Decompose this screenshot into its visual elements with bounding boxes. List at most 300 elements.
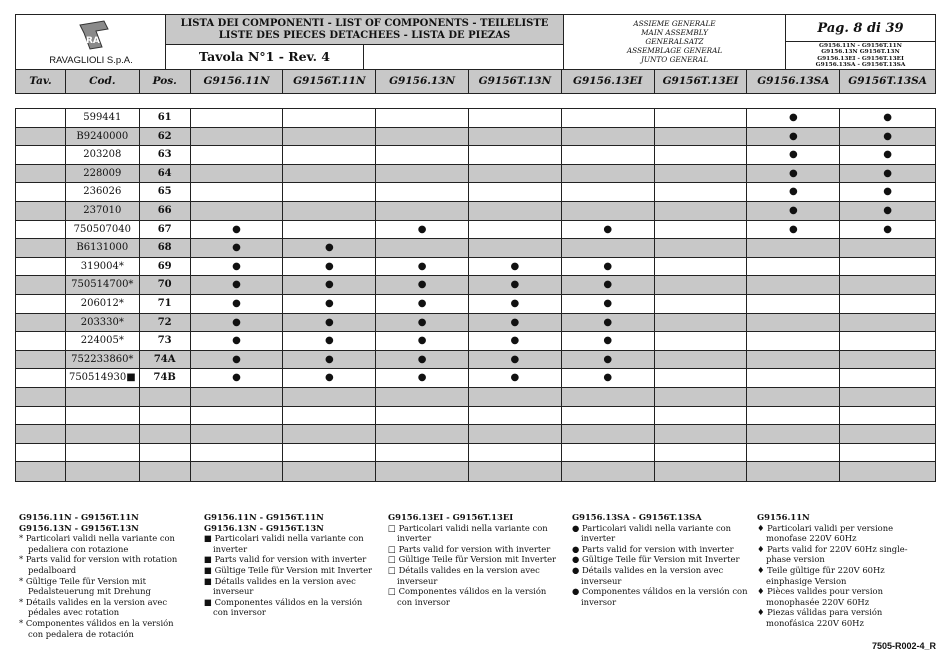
- applicable-dot-icon: ●: [883, 223, 892, 235]
- table-row: [16, 388, 935, 407]
- table-row: [16, 258, 935, 277]
- applicability-cell: [747, 165, 840, 183]
- applicable-dot-icon: ●: [324, 297, 334, 309]
- legend-item: * Componentes válidos en la versión con pedalera de rotación: [19, 617, 174, 639]
- applicability-cell: [283, 425, 376, 443]
- table-row: [16, 146, 935, 165]
- tav-cell: [16, 425, 66, 443]
- applicability-cell: [283, 165, 376, 183]
- applicability-cell: [747, 314, 840, 332]
- legend-heading: G9156.13N - G9156T.13N: [204, 522, 324, 533]
- applicability-cell: [747, 146, 840, 164]
- applicability-cell: [376, 444, 469, 462]
- legend-item: * Particolari validi nella variante con pedaliera con rotazione: [19, 533, 175, 554]
- position-cell: 64: [140, 165, 191, 183]
- applicable-dot-icon: ●: [510, 297, 520, 309]
- applicability-cell: [283, 109, 376, 127]
- applicability-cell: [191, 146, 284, 164]
- position-cell: 71: [140, 295, 191, 313]
- table-row: [16, 332, 935, 351]
- position-cell: 68: [140, 239, 191, 257]
- document-header: [15, 14, 936, 70]
- position-cell: 69: [140, 258, 191, 276]
- applicability-cell: [469, 183, 562, 201]
- legend-item: ■ Détails valides en la version avec inverseur: [204, 575, 356, 597]
- position-cell: 63: [140, 146, 191, 164]
- legend-heading: G9156.11N: [757, 512, 810, 522]
- applicability-cell: [562, 444, 655, 462]
- tav-cell: [16, 351, 66, 369]
- position-cell: 67: [140, 221, 191, 239]
- code-cell: 228009: [66, 165, 140, 183]
- applicability-cell: [562, 276, 655, 294]
- applicable-dot-icon: ●: [417, 279, 427, 291]
- applicable-dot-icon: ●: [510, 260, 520, 272]
- title-line-2: LISTE DES PIECES DETACHEES - LISTA DE PIEZAS: [218, 30, 511, 41]
- applicable-dot-icon: ●: [417, 297, 427, 309]
- applicability-cell: [283, 295, 376, 313]
- applicability-cell: [469, 314, 562, 332]
- legend-item: ● Gültige Teile für Version mit Inverter: [572, 554, 740, 565]
- applicability-cell: [747, 202, 840, 220]
- applicable-dot-icon: ●: [510, 335, 520, 347]
- applicability-cell: [562, 128, 655, 146]
- table-row: [16, 202, 935, 221]
- ravaglioli-logo-icon: [74, 19, 112, 51]
- legend-item: * Parts valid for version with rotation pedalboard: [19, 554, 178, 575]
- applicability-cell: [840, 351, 935, 369]
- applicability-cell: [655, 444, 748, 462]
- applicability-cell: [376, 183, 469, 201]
- applicability-cell: [562, 239, 655, 257]
- code-cell: 599441: [66, 109, 140, 127]
- position-cell: [140, 462, 191, 481]
- legend-item: ● Componentes válidos en la versión con inversor: [572, 586, 748, 607]
- table-row: [16, 407, 935, 426]
- table-row: [16, 425, 935, 444]
- applicability-cell: [283, 314, 376, 332]
- code-cell: [66, 462, 140, 481]
- applicability-cell: [191, 221, 284, 239]
- applicable-dot-icon: ●: [324, 316, 334, 328]
- table-row: [16, 276, 935, 295]
- legend-item: ● Parts valid for version with inverter: [572, 543, 734, 554]
- applicability-cell: [376, 351, 469, 369]
- assembly-label: GENERALSATZ: [645, 37, 704, 46]
- legend-block: [204, 512, 380, 618]
- applicability-cell: [283, 388, 376, 406]
- table-row: [16, 183, 935, 202]
- column-header: G9156T.13N: [469, 70, 562, 93]
- applicability-cell: [747, 369, 840, 387]
- applicable-dot-icon: ●: [603, 260, 613, 272]
- applicability-cell: [840, 109, 935, 127]
- applicability-cell: [191, 407, 284, 425]
- applicable-dot-icon: ●: [232, 316, 241, 328]
- applicable-dot-icon: ●: [510, 372, 520, 384]
- applicability-cell: [376, 369, 469, 387]
- applicability-cell: [655, 351, 748, 369]
- legend-heading: G9156.11N - G9156T.11N: [19, 512, 139, 522]
- tav-cell: [16, 109, 66, 127]
- applicable-dot-icon: ●: [883, 204, 892, 216]
- applicability-cell: [562, 146, 655, 164]
- applicability-cell: [191, 276, 284, 294]
- applicability-cell: [283, 444, 376, 462]
- applicability-cell: [840, 425, 935, 443]
- tav-cell: [16, 276, 66, 294]
- column-header: Pos.: [140, 70, 191, 93]
- legend-heading: G9156.13EI - G9156T.13EI: [388, 512, 514, 522]
- applicability-cell: [840, 128, 935, 146]
- applicability-cell: [840, 314, 935, 332]
- model-list: [786, 42, 935, 69]
- tav-cell: [16, 314, 66, 332]
- applicability-cell: [562, 183, 655, 201]
- legend-item: ♦ Teile gültige für 220V 60Hz einphasige Version: [757, 564, 885, 586]
- applicability-cell: [191, 462, 284, 481]
- applicable-dot-icon: ●: [417, 316, 427, 328]
- applicability-cell: [469, 128, 562, 146]
- applicability-cell: [655, 146, 748, 164]
- page-number: Pag. 8 di 39: [786, 15, 935, 42]
- code-cell: 237010: [66, 202, 140, 220]
- applicability-cell: [376, 221, 469, 239]
- applicability-cell: [562, 388, 655, 406]
- legend-block: [19, 512, 191, 639]
- legend-block: [572, 512, 748, 607]
- code-cell: 319004*: [66, 258, 140, 276]
- applicability-cell: [840, 407, 935, 425]
- applicable-dot-icon: ●: [232, 353, 241, 365]
- code-cell: [66, 407, 140, 425]
- table-row: [16, 462, 935, 481]
- column-header: G9156.13N: [376, 70, 469, 93]
- applicability-cell: [562, 295, 655, 313]
- applicable-dot-icon: ●: [324, 335, 334, 347]
- tav-cell: [16, 183, 66, 201]
- tav-cell: [16, 239, 66, 257]
- legend-block: [388, 512, 564, 607]
- legend-item: * Gültige Teile für Version mit Pedalsteuerung mit Drehung: [19, 575, 151, 597]
- applicable-dot-icon: ●: [603, 372, 613, 384]
- column-header: G9156.11N: [191, 70, 284, 93]
- applicability-cell: [562, 425, 655, 443]
- column-header: G9156.13SA: [747, 70, 840, 93]
- code-cell: 206012*: [66, 295, 140, 313]
- applicability-cell: [191, 183, 284, 201]
- applicable-dot-icon: ●: [417, 260, 427, 272]
- applicable-dot-icon: ●: [417, 353, 427, 365]
- applicable-dot-icon: ●: [232, 223, 241, 235]
- applicability-cell: [747, 407, 840, 425]
- applicable-dot-icon: ●: [883, 167, 892, 179]
- applicable-dot-icon: ●: [232, 297, 241, 309]
- applicability-cell: [655, 165, 748, 183]
- applicability-cell: [283, 276, 376, 294]
- code-cell: [66, 388, 140, 406]
- applicability-cell: [376, 239, 469, 257]
- applicability-cell: [283, 258, 376, 276]
- applicability-cell: [283, 128, 376, 146]
- position-cell: [140, 388, 191, 406]
- model-line: G9156.13EI - G9156T.13EI: [817, 55, 904, 62]
- tav-cell: [16, 221, 66, 239]
- tav-cell: [16, 332, 66, 350]
- applicability-cell: [376, 462, 469, 481]
- legend-item: ● Particolari validi nella variante con inverter: [572, 522, 732, 544]
- table-row: [16, 165, 935, 184]
- applicability-cell: [469, 444, 562, 462]
- model-line: G9156.13N G9156T.13N: [821, 49, 900, 56]
- code-cell: 203330*: [66, 314, 140, 332]
- title-line-1: LISTA DEI COMPONENTI - LIST OF COMPONENTS - TEILELISTE: [180, 18, 549, 29]
- applicability-cell: [562, 407, 655, 425]
- applicable-dot-icon: ●: [232, 279, 241, 291]
- applicable-dot-icon: ●: [883, 186, 892, 198]
- applicability-cell: [747, 221, 840, 239]
- assembly-labels: [564, 15, 786, 69]
- applicability-cell: [562, 165, 655, 183]
- applicability-cell: [562, 258, 655, 276]
- applicability-cell: [747, 332, 840, 350]
- column-header-row: [15, 70, 936, 94]
- legend-item: ■ Parts valid for version with inverter: [204, 554, 367, 565]
- code-cell: B9240000: [66, 128, 140, 146]
- applicability-cell: [840, 444, 935, 462]
- applicability-cell: [469, 369, 562, 387]
- applicability-cell: [840, 388, 935, 406]
- legend-block: [757, 512, 932, 629]
- code-cell: [66, 444, 140, 462]
- position-cell: 74B: [140, 369, 191, 387]
- applicability-cell: [469, 258, 562, 276]
- applicable-dot-icon: ●: [324, 279, 334, 291]
- code-cell: 224005*: [66, 332, 140, 350]
- applicability-cell: [747, 276, 840, 294]
- applicability-cell: [191, 388, 284, 406]
- legend-item: □ Gültige Teile für Version mit Inverter: [388, 554, 557, 565]
- legend-item: ● Détails valides en la version avec inverseur: [572, 564, 724, 586]
- applicable-dot-icon: ●: [883, 149, 892, 161]
- legend-item: ■ Particolari validi nella variante con inverter: [204, 533, 364, 554]
- applicability-cell: [283, 407, 376, 425]
- tav-cell: [16, 407, 66, 425]
- applicability-cell: [283, 369, 376, 387]
- applicable-dot-icon: ●: [510, 279, 520, 291]
- applicability-cell: [191, 444, 284, 462]
- company-name: RAVAGLIOLI S.p.A.: [49, 55, 133, 66]
- applicability-cell: [562, 351, 655, 369]
- applicability-cell: [376, 276, 469, 294]
- applicability-cell: [655, 388, 748, 406]
- applicable-dot-icon: ●: [232, 335, 241, 347]
- applicable-dot-icon: ●: [510, 316, 520, 328]
- legend-item: □ Particolari validi nella variante con inverter: [388, 522, 548, 544]
- legend-item: * Détails valides en la version avec pédales avec rotation: [19, 596, 168, 618]
- components-table: [15, 108, 936, 482]
- applicable-dot-icon: ●: [324, 372, 334, 384]
- applicability-cell: [747, 258, 840, 276]
- applicability-cell: [840, 369, 935, 387]
- applicable-dot-icon: ●: [232, 242, 241, 254]
- applicability-cell: [469, 165, 562, 183]
- applicability-cell: [191, 202, 284, 220]
- applicability-cell: [191, 258, 284, 276]
- applicability-cell: [376, 295, 469, 313]
- applicability-cell: [655, 462, 748, 481]
- company-logo-box: [16, 15, 166, 69]
- applicability-cell: [747, 425, 840, 443]
- model-line: G9156.13SA - G9156T.13SA: [815, 61, 906, 68]
- applicable-dot-icon: ●: [324, 242, 334, 254]
- tav-cell: [16, 295, 66, 313]
- applicability-cell: [562, 369, 655, 387]
- applicability-cell: [376, 332, 469, 350]
- legend-item: □ Parts valid for version with inverter: [388, 543, 551, 554]
- applicable-dot-icon: ●: [883, 130, 892, 142]
- column-header: G9156.13EI: [562, 70, 655, 93]
- column-header: G9156T.13EI: [655, 70, 748, 93]
- applicability-cell: [191, 332, 284, 350]
- position-cell: 73: [140, 332, 191, 350]
- applicability-cell: [655, 183, 748, 201]
- column-header: Tav.: [16, 70, 66, 93]
- tav-cell: [16, 369, 66, 387]
- applicability-cell: [283, 202, 376, 220]
- applicability-cell: [840, 221, 935, 239]
- code-cell: 750514930■: [66, 369, 140, 387]
- tav-cell: [16, 462, 66, 481]
- applicability-cell: [840, 165, 935, 183]
- assembly-label: ASSEMBLAGE GENERAL: [626, 46, 723, 55]
- applicability-cell: [655, 128, 748, 146]
- applicability-cell: [376, 202, 469, 220]
- position-cell: 61: [140, 109, 191, 127]
- position-cell: [140, 444, 191, 462]
- legend-item: ♦ Particolari validi per versione monofase 220V 60Hz: [757, 522, 894, 544]
- applicability-cell: [840, 462, 935, 481]
- document-title: [166, 15, 564, 45]
- applicability-cell: [283, 239, 376, 257]
- column-header: Cod.: [66, 70, 140, 93]
- blank-field: [364, 45, 564, 69]
- applicability-cell: [562, 314, 655, 332]
- tav-cell: [16, 202, 66, 220]
- applicability-cell: [469, 332, 562, 350]
- applicability-cell: [376, 165, 469, 183]
- applicability-cell: [747, 444, 840, 462]
- svg-text:RAV: RAV: [86, 36, 107, 46]
- position-cell: 62: [140, 128, 191, 146]
- applicable-dot-icon: ●: [788, 223, 798, 235]
- applicability-cell: [840, 332, 935, 350]
- model-line: G9156.11N - G9156T.11N: [819, 43, 902, 49]
- applicability-cell: [191, 369, 284, 387]
- column-header: G9156T.11N: [283, 70, 376, 93]
- position-cell: 66: [140, 202, 191, 220]
- applicability-cell: [283, 351, 376, 369]
- applicable-dot-icon: ●: [232, 260, 241, 272]
- applicable-dot-icon: ●: [788, 186, 798, 198]
- applicable-dot-icon: ●: [324, 353, 334, 365]
- applicability-cell: [469, 351, 562, 369]
- applicability-cell: [283, 183, 376, 201]
- applicable-dot-icon: ●: [603, 353, 613, 365]
- applicability-cell: [191, 295, 284, 313]
- applicability-cell: [376, 146, 469, 164]
- tav-cell: [16, 444, 66, 462]
- applicability-cell: [747, 351, 840, 369]
- tav-cell: [16, 146, 66, 164]
- applicability-cell: [747, 295, 840, 313]
- applicable-dot-icon: ●: [788, 112, 798, 123]
- position-cell: 70: [140, 276, 191, 294]
- table-row: [16, 109, 935, 128]
- applicability-cell: [469, 221, 562, 239]
- tav-cell: [16, 258, 66, 276]
- applicable-dot-icon: ●: [603, 297, 613, 309]
- table-row: [16, 444, 935, 463]
- applicability-cell: [376, 425, 469, 443]
- applicable-dot-icon: ●: [788, 130, 798, 142]
- applicable-dot-icon: ●: [417, 372, 427, 384]
- applicability-cell: [747, 388, 840, 406]
- applicability-cell: [840, 258, 935, 276]
- applicability-cell: [283, 146, 376, 164]
- applicability-cell: [840, 183, 935, 201]
- applicability-cell: [655, 239, 748, 257]
- applicable-dot-icon: ●: [603, 316, 613, 328]
- position-cell: [140, 407, 191, 425]
- applicability-cell: [283, 462, 376, 481]
- applicability-cell: [191, 425, 284, 443]
- legend-item: □ Componentes válidos en la versión con inversor: [388, 586, 547, 607]
- applicability-cell: [840, 276, 935, 294]
- applicability-cell: [376, 128, 469, 146]
- legend-heading: G9156.13SA - G9156T.13SA: [572, 512, 702, 522]
- applicability-cell: [283, 221, 376, 239]
- applicable-dot-icon: ●: [603, 223, 613, 235]
- applicability-cell: [562, 332, 655, 350]
- applicability-cell: [562, 221, 655, 239]
- applicable-dot-icon: ●: [324, 260, 334, 272]
- code-cell: 203208: [66, 146, 140, 164]
- applicability-cell: [376, 407, 469, 425]
- legend-item: ♦ Piezas válidas para versión monofásica 220V 60Hz: [757, 607, 883, 628]
- table-row: [16, 295, 935, 314]
- applicability-cell: [191, 314, 284, 332]
- applicable-dot-icon: ●: [788, 149, 798, 161]
- applicability-cell: [562, 462, 655, 481]
- applicability-cell: [747, 239, 840, 257]
- applicability-cell: [655, 407, 748, 425]
- applicability-cell: [655, 221, 748, 239]
- applicability-cell: [562, 109, 655, 127]
- table-revision: Tavola N°1 - Rev. 4: [166, 45, 364, 69]
- code-cell: B6131000: [66, 239, 140, 257]
- code-cell: [66, 425, 140, 443]
- tav-cell: [16, 388, 66, 406]
- table-row: [16, 221, 935, 240]
- applicability-cell: [469, 295, 562, 313]
- applicability-cell: [376, 314, 469, 332]
- applicability-cell: [655, 295, 748, 313]
- position-cell: [140, 425, 191, 443]
- applicability-cell: [840, 295, 935, 313]
- applicability-cell: [655, 369, 748, 387]
- applicability-cell: [469, 109, 562, 127]
